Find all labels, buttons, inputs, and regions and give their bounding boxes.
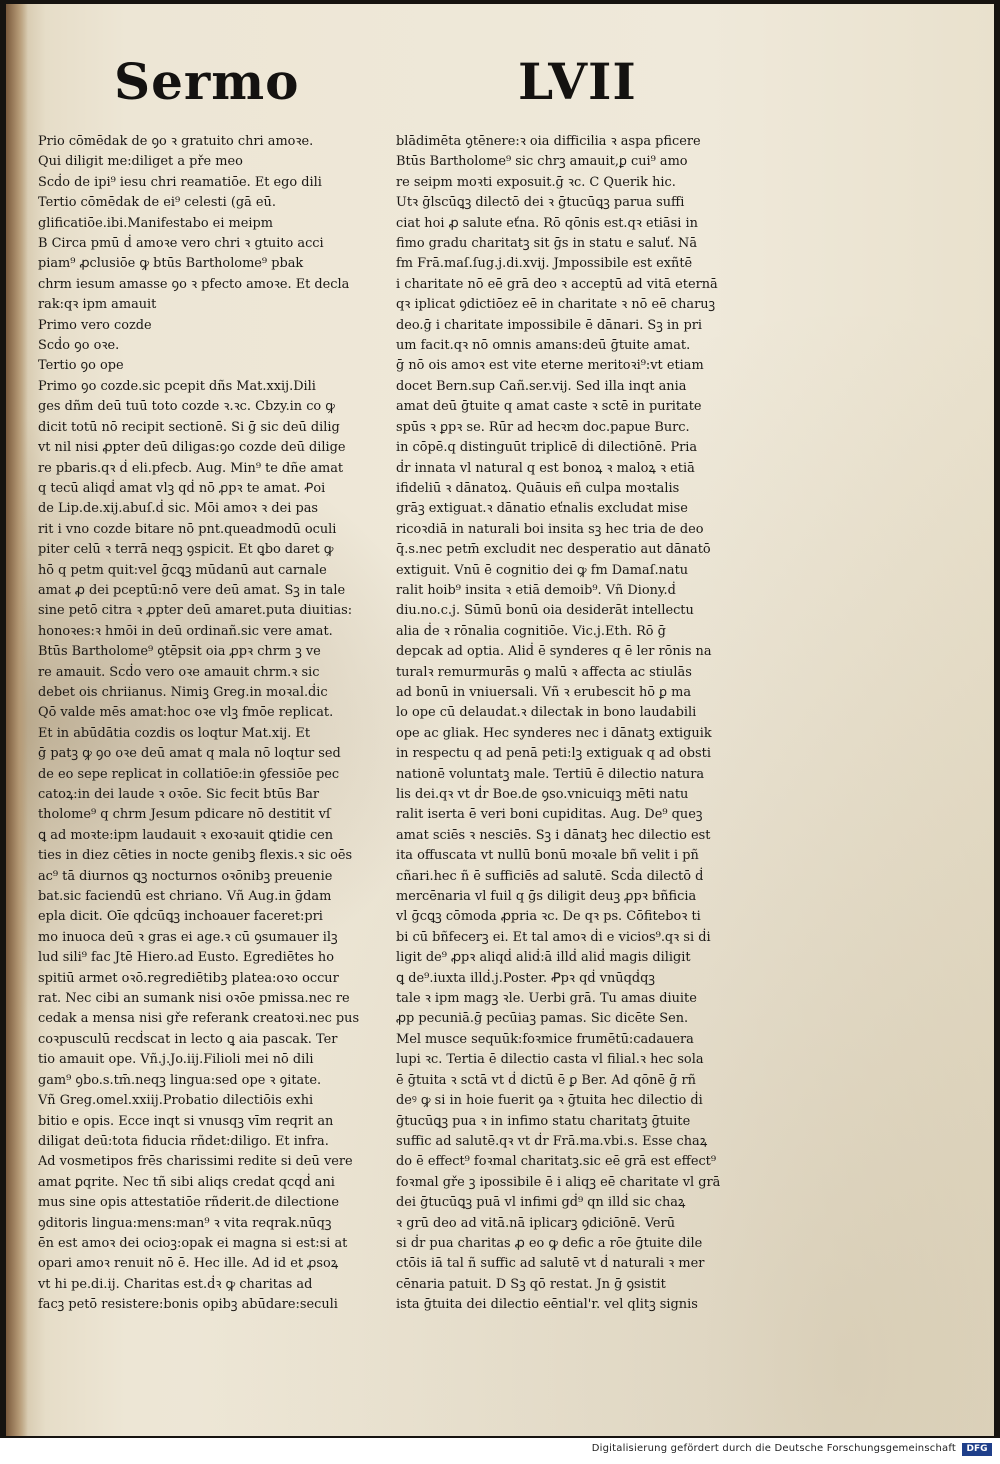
- text-line: re seipm moꝛti exposuit.ḡ ꝛc. C Querik hic.: [396, 174, 676, 190]
- text-line: Tertio ꝯo ope: [38, 358, 124, 374]
- text-line: glificatiōe.ibi.Manifestabo ei meipm: [38, 215, 273, 231]
- text-line: ḡtucūꝗꝫ pua ꝛ in infimo statu charitatꝫ ḡtuite: [396, 1113, 691, 1129]
- text-line: ḋr innata vl natural q est bonoꝝ ꝛ maloꝝ ꝛ etiā: [396, 460, 695, 476]
- text-line: ita offuscata vt nullū bonū moꝛale bñ velit i pñ: [396, 848, 699, 864]
- text-line: um facit.qꝛ nō omnis amans:deū ḡtuite amat.: [396, 338, 691, 354]
- text-line: Qui diligit me:diliget a pře meo: [38, 154, 243, 170]
- funding-credit: Digitalisierung gefördert durch die Deutsche Forschungsgemeinschaft: [591, 1443, 956, 1454]
- text-line: lis dei.qꝛ vt ḋr Boe.de ꝯso.vnicuiqꝫ mēti natu: [396, 787, 689, 802]
- text-line: depcak ad optia. Aliḋ ē synderes q ē ler rōnis na: [396, 644, 712, 660]
- text-line: do ē effect⁹ foꝛmal charitatꝫ.sic eē grā est effect⁹: [396, 1154, 717, 1170]
- text-line: diligat deū:tota fiducia rñdet:diligo. Et infra.: [38, 1133, 329, 1149]
- text-line: ꝗ ad moꝛte:ipm laudauit ꝛ exoꝛauit ꝗtidie cen: [38, 827, 334, 843]
- text-line: fm Frā.maſ.ſug.j.di.xvij. Jmpossibile est exñtē: [396, 256, 693, 272]
- text-line: foꝛmal gře ꝫ ipossibile ē i aliqꝫ eē charitate vl grā: [396, 1174, 721, 1190]
- text-line: rak:qꝛ ipm amauit: [38, 297, 157, 313]
- text-line: ꝯditoris lingua:mens:man⁹ ꝛ vita reqrak.nūqꝫ: [38, 1215, 332, 1231]
- text-line: Btūs Bartholome⁹ sic chrꝫ amauit,ꝑ cui⁹ amo: [396, 154, 688, 170]
- text-line: si ḋr pua charitas ꝓ eo ꝙ defic a rōe ḡtuite dile: [396, 1235, 703, 1251]
- binding-gutter: [6, 4, 28, 1436]
- text-line: lud sili⁹ fac Jtē Hiero.ad Eusto. Egrediētes ho: [38, 950, 334, 966]
- text-line: Utꝛ ḡlscūꝗꝫ dilectō dei ꝛ ḡtucūꝗꝫ parua suffi: [396, 195, 685, 211]
- dfg-logo: DFG: [962, 1443, 992, 1456]
- text-line: sine petō citra ꝛ ꝓpter deū amaret.puta diuitias:: [38, 603, 353, 619]
- text-line: amat deū ḡtuite q amat caste ꝛ sctē in puritate: [396, 399, 702, 415]
- text-line: de eo sepe replicat in collatiōe:in ꝯfessiōe pec: [38, 766, 340, 782]
- text-line: q̄.s.nec petm̄ excludit nec desperatio aut dānatō: [396, 542, 711, 558]
- text-line: chrm iesum amasse ꝯo ꝛ pfecto amoꝛe. Et decla: [38, 276, 350, 292]
- text-line: Mel musce sequūk:foꝛmice frumētū:cadauera: [396, 1031, 694, 1047]
- text-line: epla dicit. Oīe qḋcūꝗꝫ inchoauer faceret:pri: [38, 909, 323, 925]
- text-line: ac⁹ tā diurnos ꝗꝫ nocturnos oꝛōnibꝫ preuenie: [38, 868, 333, 884]
- text-line: ifideliū ꝛ dānatoꝝ. Quāuis eñ culpa moꝛtalis: [396, 480, 680, 496]
- text-line: ēn est amoꝛ dei ocioꝫ:opak ei magna si est:si at: [38, 1235, 348, 1251]
- text-line: amat ꝓ dei pceptū:nō vere deū amat. Sꝫ in tale: [38, 582, 346, 598]
- text-line: in cōpē.q distinguūt triplicē ḋi dilectiōnē. Pria: [396, 440, 698, 456]
- text-line: facꝫ petō resistere:bonis opibꝫ abūdare:seculi: [38, 1297, 338, 1313]
- text-line: rat. Nec cibi an sumank nisi oꝛōe pmissa.nec re: [38, 991, 350, 1007]
- text-line: Tertio cōmēdak de ei⁹ celesti (gā eū.: [38, 195, 276, 211]
- text-column-left: [38, 132, 386, 1316]
- text-line: nationē voluntatꝫ male. Tertiū ē dilectio natura: [396, 766, 705, 782]
- text-line: lo ope cū delaudat.ꝛ dilectak in bono laudabili: [396, 705, 697, 721]
- text-line: hō q petm quit:vel ḡcꝗꝫ mūdanū aut carnale: [38, 562, 327, 578]
- text-line: tholome⁹ q chrm Jesum pdicare nō destitit vſ: [38, 807, 331, 823]
- text-line: mus sine opis attestatiōe rñderit.de dilectione: [38, 1195, 340, 1211]
- text-line: dei ḡtucūꝗꝫ puā vl infimi gḋ⁹ qn illḋ sic chaꝝ: [396, 1195, 686, 1211]
- text-line: qꝛ iplicat ꝯdictiōez eē in charitate ꝛ nō eē charuꝫ: [396, 297, 716, 313]
- text-line: fimo gradu charitatꝫ sit ḡs in statu e saluť. Nā: [396, 236, 698, 252]
- text-line: honoꝛes:ꝛ hmōi in deū ordinañ.sic vere amat.: [38, 623, 333, 639]
- text-line: Scḋo de ipi⁹ iesu chri reamatiōe. Et ego dili: [38, 174, 322, 190]
- text-line: i charitate nō eē grā deo ꝛ acceptū ad vitā eternā: [396, 276, 718, 292]
- text-line: lupi ꝛc. Tertia ē dilectio casta vl filial.ꝛ hec sola: [396, 1052, 704, 1068]
- text-line: grāꝫ extiguat.ꝛ dānatio eťnalis excludat mise: [396, 501, 688, 517]
- text-line: cēnaria patuit. D Sꝫ qō restat. Jn ḡ ꝯsistit: [396, 1276, 666, 1292]
- text-line: vt hi pe.di.ij. Charitas est.ḋꝛ ꝙ charitas ad: [38, 1276, 313, 1292]
- text-line: ralit iserta ē veri boni cupiditas. Aug. De⁹ queꝫ: [396, 807, 703, 823]
- text-line: rit i vno cozde bitare nō pnt.queadmodū oculi: [38, 521, 337, 537]
- footer-bar: [0, 1438, 1000, 1464]
- text-line: opari amoꝛ renuit nō ē. Hec ille. Ad id et ꝓsoꝝ: [38, 1256, 339, 1272]
- text-line: Primo ꝯo cozde.sic pcepit dñs Mat.xxij.Dili: [38, 378, 316, 394]
- text-line: turalꝛ remurmurās ꝯ malū ꝛ affecta ac stiulās: [396, 664, 692, 680]
- text-line: ista ḡtuita dei dilectio eēntial'r. vel qlitꝫ signis: [396, 1297, 698, 1313]
- text-line: deꝰ ꝙ si in hoie fuerit ꝯa ꝛ ḡtuita hec dilectio ḋi: [396, 1093, 703, 1109]
- text-line: amat ꝑqrite. Nec tñ sibi aliqs credat qcqḋ ani: [38, 1174, 335, 1190]
- text-line: ḡ patꝫ ꝙ ꝯo oꝛe deū amat q mala nō loqtur sed: [38, 746, 341, 762]
- text-line: alia ḋe ꝛ rōnalia cognitiōe. Vic.j.Eth. Rō ḡ: [396, 623, 666, 639]
- text-line: de Lip.de.xij.abuſ.ḋ sic. Mōi amoꝛ ꝛ dei pas: [38, 501, 319, 517]
- text-line: Btūs Bartholome⁹ ꝯtēpsit oia ꝓpꝛ chrm ꝫ ve: [38, 644, 321, 660]
- text-line: mercēnaria vl fuil q ḡs diligit deuꝫ ꝓpꝛ bñficia: [396, 889, 697, 905]
- text-line: ties in diez cēties in nocte genibꝫ flexis.ꝛ sic oēs: [38, 848, 353, 864]
- text-line: ꝗ de⁹.iuxta illḋ.j.Poster. Ꝓpꝛ qḋ vnūqḋqꝫ: [396, 970, 655, 986]
- text-line: gam⁹ ꝯbo.s.tm̄.neqꝫ lingua:sed ope ꝛ ꝯitate.: [38, 1072, 322, 1088]
- text-line: vl ḡcꝗꝫ cōmoda ꝓpria ꝛc. De qꝛ ps. Cōfiteboꝛ ti: [396, 909, 701, 925]
- text-line: ad bonū in vniuersali. Vñ ꝛ erubescit hō ꝑ ma: [396, 684, 692, 700]
- text-line: ligit de⁹ ꝓpꝛ aliqḋ aliḋ:ā illḋ aliḋ magis diligit: [396, 950, 691, 966]
- text-line: blādimēta ꝯtēnere:ꝛ oia difficilia ꝛ aspa pficere: [396, 134, 701, 149]
- text-line: docet Bern.sup Cañ.ser.vij. Sed illa inqt ania: [396, 378, 687, 394]
- running-head-left: Sermo: [114, 52, 300, 111]
- text-line: in respectu q ad penā peti:lꝫ extiguak q ad obsti: [396, 746, 711, 762]
- text-line: piam⁹ ꝓclusiōe ꝙ btūs Bartholome⁹ pbak: [38, 256, 304, 272]
- scanned-page: [6, 4, 994, 1436]
- text-line: tio amauit ope. Vñ.j.Jo.iij.Filioli mei nō dili: [38, 1052, 314, 1068]
- text-line: ꝓp pecuniā.ḡ pecūiaꝫ pamas. Sic dicēte Sen.: [396, 1011, 689, 1027]
- text-line: catoꝝ:in dei laude ꝛ oꝛōe. Sic fecit btūs Bar: [38, 787, 320, 802]
- text-line: dicit totū nō recipit sectionē. Si ḡ sic deū dilig: [38, 419, 340, 435]
- text-line: re amauit. Scḋo vero oꝛe amauit chrm.ꝛ sic: [38, 664, 320, 680]
- text-line: ctōis iā tal ñ suffic ad salutē vt ḋ naturali ꝛ mer: [396, 1256, 705, 1272]
- text-line: bat.sic faciendū est chriano. Vñ Aug.in ḡdam: [38, 889, 332, 905]
- text-line: cedak a mensa nisi gře referank creatoꝛi.nec pus: [38, 1011, 360, 1027]
- text-line: q tecū aliqḋ amat vlꝫ qḋ nō ꝓpꝛ te amat. Ꝓoi: [38, 480, 326, 496]
- text-line: re pbaris.qꝛ ḋ eli.pfecb. Aug. Min⁹ te dñe amat: [38, 460, 344, 476]
- text-line: Qō valde mēs amat:hoc oꝛe vlꝫ fmōe replicat.: [38, 705, 334, 721]
- text-line: Vñ Greg.omel.xxiij.Probatio dilectiōis exhi: [38, 1093, 314, 1109]
- text-line: ꝛ grū deo ad vitā.nā iplicarꝫ ꝯdiciōnē. Verū: [396, 1215, 676, 1231]
- text-line: deo.ḡ i charitate impossibile ē dānari. Sꝫ in pri: [396, 317, 702, 333]
- text-line: mo inuoca deū ꝛ gras ei age.ꝛ cū ꝯsumauer ilꝫ: [38, 929, 338, 945]
- text-line: Ad vosmetipos frēs charissimi redite si deū vere: [38, 1154, 353, 1170]
- text-line: spitiū armet oꝛō.regrediētibꝫ platea:oꝛo occur: [38, 970, 339, 986]
- text-line: B Circa pmū ḋ amoꝛe vero chri ꝛ gtuito acci: [38, 236, 324, 252]
- text-column-right: [396, 132, 768, 1316]
- text-line: amat sciēs ꝛ nesciēs. Sꝫ i dānatꝫ hec dilectio est: [396, 827, 711, 843]
- running-head-right: LVII: [518, 52, 637, 111]
- text-line: Scḋo ꝯo oꝛe.: [38, 338, 120, 354]
- text-line: bitio e opis. Ecce inqt si vnusqꝫ vīm reqrit an: [38, 1113, 334, 1129]
- text-line: ralit hoib⁹ insita ꝛ etiā demoib⁹. Vñ Diony.ḋ: [396, 582, 676, 598]
- text-line: ricoꝛdiā in naturali boi insita sꝫ hec tria de deo: [396, 521, 704, 537]
- text-line: Prio cōmēdak de ꝯo ꝛ gratuito chri amoꝛe.: [38, 134, 314, 149]
- text-line: tale ꝛ ipm magꝫ ꝛle. Uerbi grā. Tu amas diuite: [396, 991, 697, 1007]
- text-line: spūs ꝛ ꝑpꝛ se. Rūr ad hecꝛm doc.papue Burc.: [396, 419, 690, 435]
- text-line: coꝛpusculū recḋscat in lecto ꝗ aia pascak. Ter: [38, 1031, 338, 1047]
- text-line: bi cū bñfecerꝫ ei. Et tal amoꝛ ḋi e vicios⁹.qꝛ si ḋi: [396, 929, 711, 945]
- text-line: cñari.hec ñ ē sufficiēs ad salutē. Scḋa dilectō ḋ: [396, 868, 704, 884]
- text-line: Et in abūdātia cozdis os loqtur Mat.xij. Et: [38, 725, 311, 741]
- text-line: vt nil nisi ꝓpter deū diligas:ꝯo cozde deū dilige: [38, 440, 346, 456]
- text-line: piter celū ꝛ terrā neqꝫ ꝯspicit. Et ꝗbo daret ꝙ: [38, 542, 334, 558]
- text-line: ḡ nō ois amoꝛ est vite eterne meritoꝛi⁹:vt etiam: [396, 358, 704, 374]
- text-line: ope ac gliak. Hec synderes nec i dānatꝫ extiguik: [396, 725, 712, 741]
- text-line: suffic ad salutē.qꝛ vt ḋr Frā.ma.vbi.s. Esse chaꝝ: [396, 1133, 708, 1149]
- text-line: ē ḡtuita ꝛ sctā vt ḋ dictū ē ꝑ Ber. Ad qōnē ḡ rñ: [396, 1072, 696, 1088]
- text-line: extiguit. Vnū ē cognitio dei ꝙ fm Damaſ.natu: [396, 562, 689, 578]
- text-line: ciat hoi ꝓ salute eťna. Rō qōnis est.qꝛ etiāsi in: [396, 215, 698, 231]
- text-line: ges dñm deū tuū toto cozde ꝛ.ꝛc. Cbzy.in co ꝙ: [38, 399, 335, 415]
- text-line: diu.no.c.j. Sūmū bonū oia desiderāt intellectu: [396, 603, 694, 619]
- text-line: debet ois chriianus. Nimiꝫ Greg.in moꝛal.ḋic: [38, 684, 328, 700]
- text-line: Primo vero cozde: [38, 317, 152, 333]
